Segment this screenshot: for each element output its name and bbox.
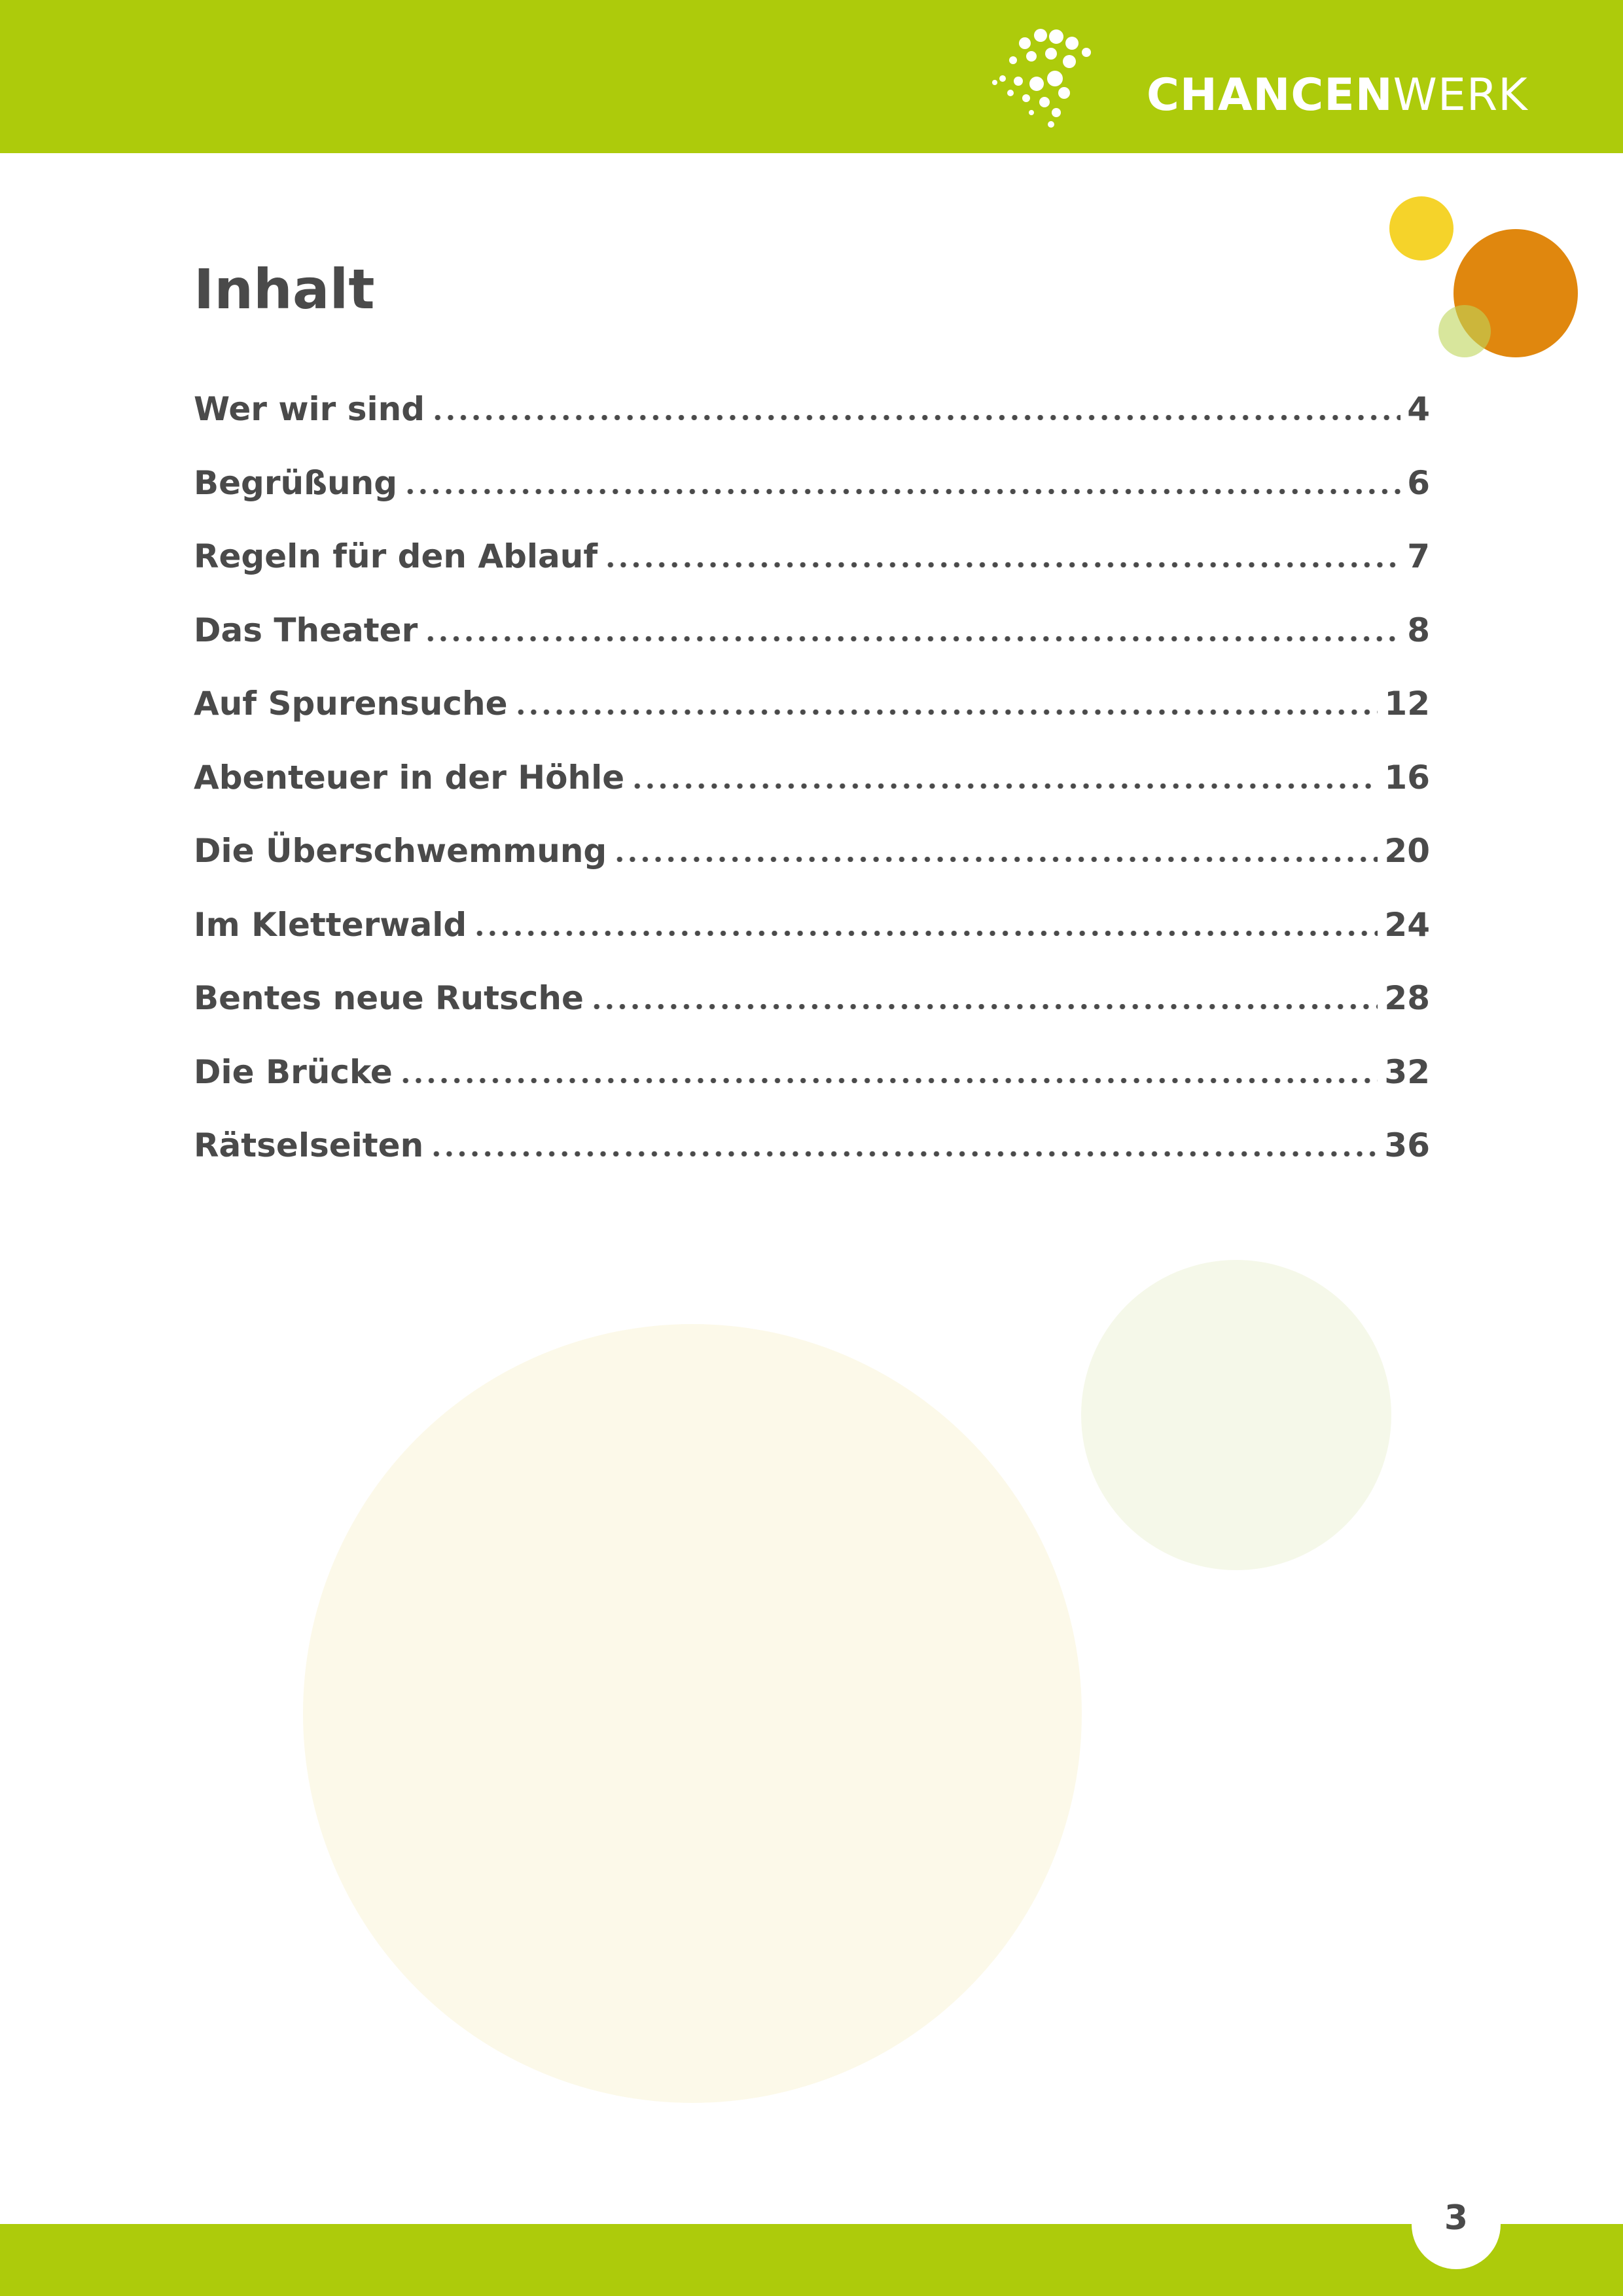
decorative-circle-yellow xyxy=(1389,196,1454,260)
decorative-circle-green xyxy=(1438,305,1491,357)
toc-entry-title: Wer wir sind xyxy=(194,390,425,428)
dot-leader xyxy=(604,562,1400,567)
toc-entry-page: 8 xyxy=(1407,611,1430,649)
toc-entry-page: 12 xyxy=(1384,685,1430,723)
dot-leader xyxy=(404,489,1400,494)
decorative-circle-light-green xyxy=(1081,1260,1391,1570)
dot-leader xyxy=(430,1151,1378,1157)
brand-name xyxy=(1147,69,1528,121)
toc-entry[interactable] xyxy=(194,979,1430,1053)
toc-entry-page: 6 xyxy=(1407,463,1430,502)
page-number-badge xyxy=(1412,2180,1501,2269)
toc-entry-title: Abenteuer in der Höhle xyxy=(194,758,625,797)
toc-entry[interactable] xyxy=(194,464,1430,538)
header-bar xyxy=(0,0,1623,153)
toc-entry-page: 24 xyxy=(1384,905,1430,944)
table-of-contents xyxy=(194,390,1430,1200)
toc-entry-title: Die Überschwemmung xyxy=(194,832,607,870)
dot-leader xyxy=(399,1078,1378,1083)
toc-entry-title: Die Brücke xyxy=(194,1052,393,1091)
toc-entry-title: Rätselseiten xyxy=(194,1126,424,1164)
toc-entry-page: 32 xyxy=(1384,1052,1430,1091)
toc-entry-page: 7 xyxy=(1407,537,1430,575)
toc-entry-title: Regeln für den Ablauf xyxy=(194,537,598,575)
toc-entry[interactable] xyxy=(194,1053,1430,1127)
toc-entry-title: Bentes neue Rutsche xyxy=(194,979,584,1017)
dot-leader xyxy=(613,857,1378,862)
dot-leader xyxy=(514,709,1378,715)
toc-entry-page: 16 xyxy=(1384,758,1430,797)
dot-leader xyxy=(590,1004,1378,1009)
toc-entry[interactable] xyxy=(194,611,1430,685)
toc-entry[interactable] xyxy=(194,832,1430,906)
toc-entry[interactable] xyxy=(194,390,1430,464)
dot-leader xyxy=(473,931,1378,936)
page-title: Inhalt xyxy=(194,257,375,321)
brand-name-bold: CHANCEN xyxy=(1147,69,1393,121)
toc-entry-title: Auf Spurensuche xyxy=(194,685,508,723)
dot-leader xyxy=(431,415,1400,420)
dot-leader xyxy=(424,636,1400,641)
toc-entry-title: Das Theater xyxy=(194,611,418,649)
toc-entry[interactable] xyxy=(194,537,1430,611)
toc-entry[interactable] xyxy=(194,685,1430,759)
page-number: 3 xyxy=(1444,2198,1469,2238)
toc-entry[interactable] xyxy=(194,1126,1430,1200)
decorative-circle-cream xyxy=(303,1324,1082,2103)
toc-entry-page: 28 xyxy=(1384,979,1430,1017)
toc-entry-title: Im Kletterwald xyxy=(194,905,467,944)
toc-entry-page: 4 xyxy=(1407,390,1430,428)
footer-bar xyxy=(0,2224,1623,2296)
toc-entry-page: 20 xyxy=(1384,832,1430,870)
toc-entry-page: 36 xyxy=(1384,1126,1430,1164)
brand-name-light: WERK xyxy=(1393,69,1528,121)
chancenwerk-logo[interactable] xyxy=(988,26,1558,131)
toc-entry[interactable] xyxy=(194,906,1430,980)
toc-entry-title: Begrüßung xyxy=(194,463,398,502)
toc-entry[interactable] xyxy=(194,759,1430,833)
dot-leader xyxy=(631,783,1378,789)
dot-cluster-logo-icon xyxy=(988,26,1126,131)
